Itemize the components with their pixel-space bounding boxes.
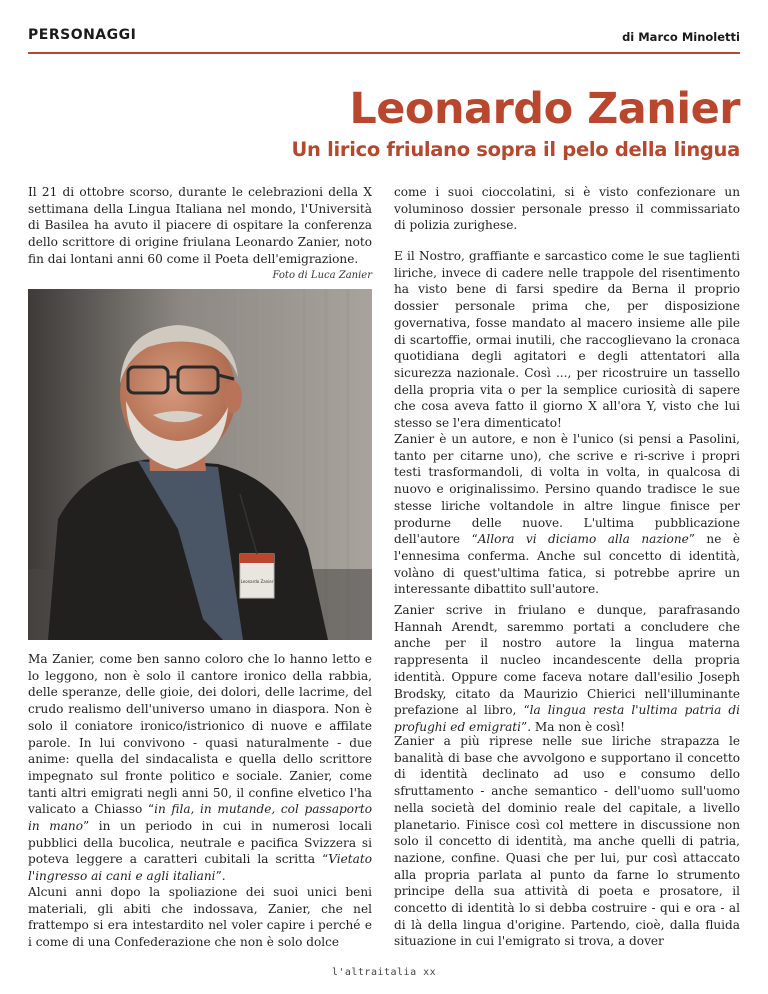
section-label: PERSONAGGI [28,27,137,43]
page-footer: l'altraitalia xx [331,967,437,978]
left-p2-quote-2: Vietato l'ingresso ai cani e agli italiani [28,852,372,884]
header-rule [28,52,740,54]
right-p4-text-c: ”. Ma non è così! [521,719,626,734]
left-p2-text-c: ” in un periodo in cui in numerosi locali pubblici della bucolica, neutrale e pacifica Svizzera si poteva leggere a caratteri cubitali la scritta “ [28,819,373,867]
right-paragraph-5: Zanier a più riprese nelle sue liriche strapazza le banalità di base che avvolgono e supportano il concetto di identità declinato ad uso e consumo dello sfruttamento - anche semantico - dell'uomo sull'uomo nella società del dominio reale del capitale, a livello planetario. Finisce così col mettere in discussione non solo il concetto di identità, ma anche quelli di patria, nazione, confine. Quasi che per lui, pur così attaccato alla propria parlata al punto da farne lo strumento principe della sua attività di poeta e prosatore, il concetto di identità lo si debba costruire - qui e ora - al di là della lingua d'origine. Partendo, cioè, dalla fluida situazione in cui l'emigrato si trova, a dover [394,734,740,949]
left-paragraph-1: Il 21 di ottobre scorso, durante le celebrazioni della X settimana della Lingua Italiana nel mondo, l'Università di Basilea ha avuto il piacere di ospitare la conferenza dello scrittore di origine friulana Leonardo Zanier, noto fin dai lontani anni 60 come il Poeta dell'emigrazione. [28,185,372,266]
left-p2-text-e: ”. [215,869,226,884]
photo-caption: Foto di Luca Zanier [272,270,372,281]
right-paragraph-3 [394,431,740,598]
badge-text: Leonardo Zanier [240,579,274,584]
byline: di Marco Minoletti [622,30,740,44]
right-p3-text-a: Zanier è un autore, e non è l'unico (si pensi a Pasolini, tanto per citarne uno), che scrive e ri-scrive i propri testi trasformandoli, di volta in volta, in qualcosa di nuovo e originalissimo. Persino quando tradisce le sue stesse liriche voltandole in altre lingue finisce per produrne delle nuove. L'ultima pubblicazione dell'autore “ [394,432,740,547]
left-p2-text-a: Ma Zanier, come ben sanno coloro che lo hanno letto e lo leggono, non è solo il cantore ironico della rabbia, delle speranze, delle gioie, dei dolori, delle lacrime, del crudo realismo dell'universo umano in diaspora. Non è solo il coniatore ironico/istrionico di nuove e affilate parole. In lui convivono - quasi naturalmente - due anime: quella del sindacalista e quella dello scrittore impegnato sul fronte politico e sociale. Zanier, come tanti altri emigrati negli anni 50, il confine elvetico l'ha valicato a Chiasso “ [28,652,372,817]
right-paragraph-2: E il Nostro, graffiante e sarcastico come le sue taglienti liriche, invece di cadere nelle trappole del risentimento ha visto bene di farsi spedire da Berna il proprio dossier personale prima che, per disposizione governativa, fosse mandato al macero insieme alle pile di scartoffie, ormai inutili, che raccoglievano la cronaca quotidiana degli agitatori e degli attentatori alla sicurezza nazionale. Così ..., per ricostruire un tassello della propria vita o per la semplice curiosità di sapere che cosa aveva fatto il giorno X all'ora Y, visto che lui stesso se l'era dimenticato! [394,249,740,431]
left-paragraph-2 [28,651,372,885]
left-p2-quote-1: in fila, in mutande, col passaporto in mano [28,802,372,834]
left-paragraph-3: Alcuni anni dopo la spoliazione dei suoi unici beni materiali, gli abiti che indossava, Zanier, che nel frattempo si era intestardito nel voler capire i perché e i come di una Confederazione che non è solo dolce [28,885,372,950]
article-subtitle: Un lirico friulano sopra il pelo della lingua [291,138,740,161]
right-p3-book-title: Allora vi diciamo alla nazione [477,532,689,547]
right-p3-text-c: ” ne è l'ennesima conferma. Anche sul concetto di identità, volàno di quest'ultima fatica, si potrebbe aprire un interessante dibattito sull'autore. [394,532,740,597]
portrait-photo [28,289,372,640]
right-p4-quote: la lingua resta l'ultima patria di profughi ed emigrati [394,703,740,734]
right-paragraph-1: come i suoi cioccolatini, si è visto confezionare un voluminoso dossier personale presso il commissariato di polizia zurighese. [394,185,740,233]
right-paragraph-4 [394,602,740,736]
article-title: Leonardo Zanier [349,84,740,134]
portrait-illustration [28,289,372,640]
right-p4-text-a: Zanier scrive in friulano e dunque, parafrasando Hannah Arendt, saremmo portati a concludere che anche per il nostro autore la lingua materna rappresenta il nucleo incandescente della propria identità. Oppure come faceva notare dall'esilio Joseph Brodsky, citato da Maurizio Chierici nell'illuminante prefazione al libro, “ [394,603,740,718]
